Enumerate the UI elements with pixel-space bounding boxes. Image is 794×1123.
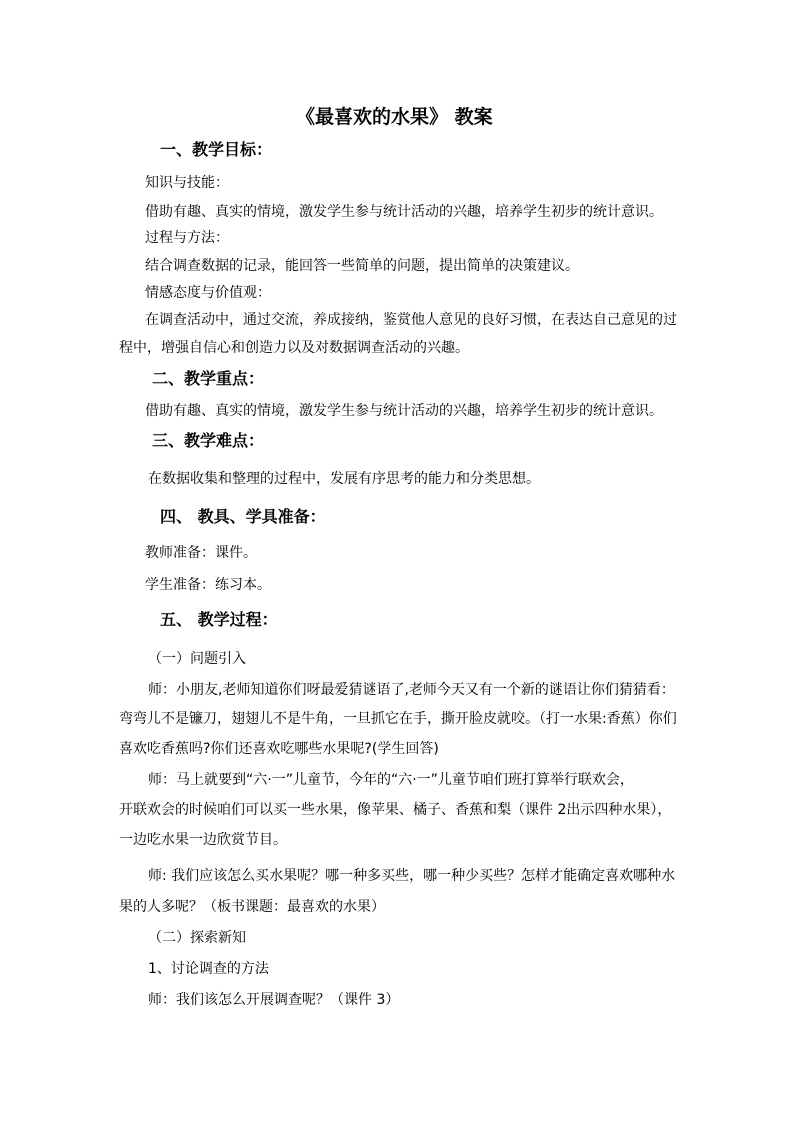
paragraph-line: 借助有趣、真实的情境，激发学生参与统计活动的兴趣，培养学生初步的统计意识。 (145, 204, 663, 220)
paragraph-line: 结合调查数据的记录，能回答一些简单的问题，提出简单的决策建议。 (145, 258, 579, 274)
section-heading: 四、 教具、学具准备： (160, 507, 326, 526)
paragraph-line: 师：马上就要到“六·一”儿童节，今年的“六·一”儿童节咱们班打算举行联欢会， (148, 772, 634, 788)
paragraph-line: （一）问题引入 (148, 651, 246, 667)
paragraph-line: 开联欢会的时候咱们可以买一些水果，像苹果、橘子、香蕉和梨（课件 2出示四种水果）， (119, 802, 672, 818)
section-heading: 一、教学目标： (160, 140, 273, 159)
paragraph-line: 教师准备：课件。 (145, 545, 257, 561)
paragraph-line: 程中，增强自信心和创造力以及对数据调查活动的兴趣。 (119, 340, 469, 356)
paragraph-line: 情感态度与价值观： (145, 285, 271, 301)
paragraph-line: 过程与方法： (145, 230, 229, 246)
paragraph-line: 在数据收集和整理的过程中，发展有序思考的能力和分类思想。 (148, 471, 540, 487)
paragraph-line: 师: 我们应该怎么买水果呢？哪一种多买些，哪一种少买些？怎样才能确定喜欢哪种水 (148, 868, 676, 884)
section-heading: 五、 教学过程： (160, 610, 278, 629)
paragraph-line: 弯弯儿不是镰刀，翅翅儿不是牛角，一旦抓它在手，撕开脸皮就咬。（打一水果:香蕉）你们 (119, 711, 677, 727)
paragraph-line: （二）探索新知 (148, 930, 246, 946)
document-title: 《最喜欢的水果》 教案 (296, 106, 493, 128)
paragraph-line: 1、讨论调查的方法 (148, 961, 269, 977)
paragraph-line: 知识与技能： (145, 175, 229, 191)
paragraph-line: 果的人多呢？（板书课题：最喜欢的水果） (119, 899, 385, 915)
paragraph-line: 喜欢吃香蕉吗?你们还喜欢吃哪些水果呢?(学生回答) (119, 741, 439, 757)
section-heading: 二、教学重点： (152, 369, 265, 388)
paragraph-line: 师：我们该怎么开展调查呢？（课件 3） (148, 992, 400, 1008)
paragraph-line: 一边吃水果一边欣赏节目。 (119, 832, 287, 848)
paragraph-line: 在调查活动中，通过交流，养成接纳，鉴赏他人意见的良好习惯，在表达自己意见的过 (145, 312, 677, 328)
section-heading: 三、教学难点： (152, 431, 265, 450)
paragraph-line: 学生准备：练习本。 (145, 577, 271, 593)
paragraph-line: 师：小朋友,老师知道你们呀最爱猜谜语了,老师今天又有一个新的谜语让你们猜猜看： (148, 682, 675, 698)
paragraph-line: 借助有趣、真实的情境，激发学生参与统计活动的兴趣，培养学生初步的统计意识。 (145, 403, 663, 419)
